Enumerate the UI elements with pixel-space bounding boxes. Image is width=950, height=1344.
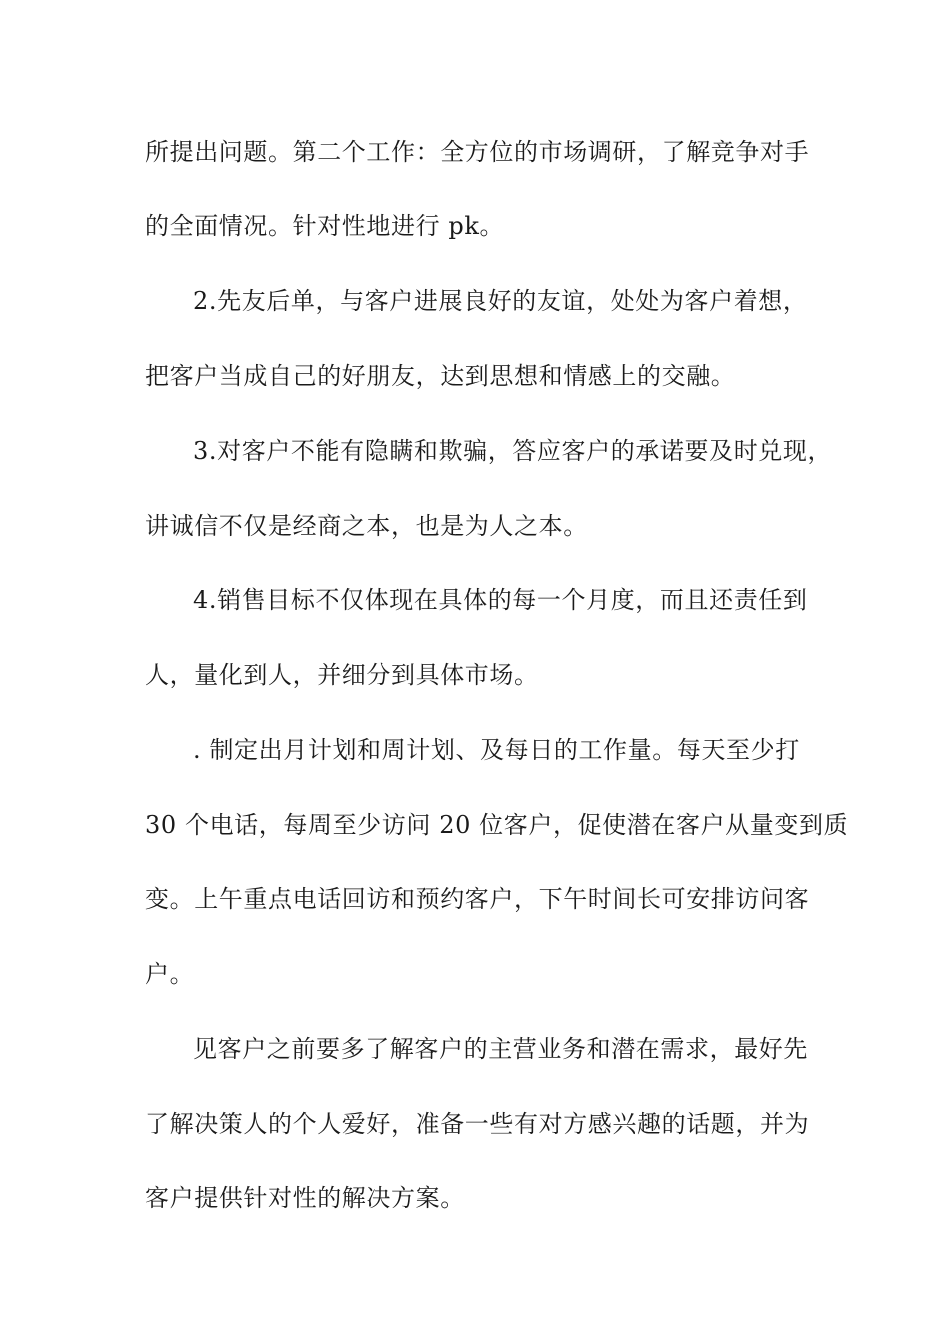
text-line: 所提出问题。第二个工作：全方位的市场调研，了解竞争对手 [145,138,810,166]
text-line: 4.销售目标不仅体现在具体的每一个月度，而且还责任到 [193,586,808,614]
text-line: 3.对客户不能有隐瞒和欺骗，答应客户的承诺要及时兑现， [193,437,833,465]
text-line: 变。上午重点电话回访和预约客户，下午时间长可安排访问客 [145,885,810,913]
text-line: 了解决策人的个人爱好，准备一些有对方感兴趣的话题，并为 [145,1110,810,1138]
text-line: . 制定出月计划和周计划、及每日的工作量。每天至少打 [193,736,800,764]
text-line: 30 个电话，每周至少访问 20 位客户，促使潜在客户从量变到质 [145,811,849,839]
text-line: 讲诚信不仅是经商之本，也是为人之本。 [145,512,588,540]
text-line: 的全面情况。针对性地进行 pk。 [145,212,505,240]
text-line: 户。 [145,960,195,988]
text-line: 见客户之前要多了解客户的主营业务和潜在需求，最好先 [193,1035,808,1063]
text-line: 把客户当成自己的好朋友，达到思想和情感上的交融。 [145,362,736,390]
text-line: 人，量化到人，并细分到具体市场。 [145,661,539,689]
text-line: 客户提供针对性的解决方案。 [145,1184,465,1212]
text-line: 2.先友后单，与客户进展良好的友谊，处处为客户着想， [193,287,808,315]
